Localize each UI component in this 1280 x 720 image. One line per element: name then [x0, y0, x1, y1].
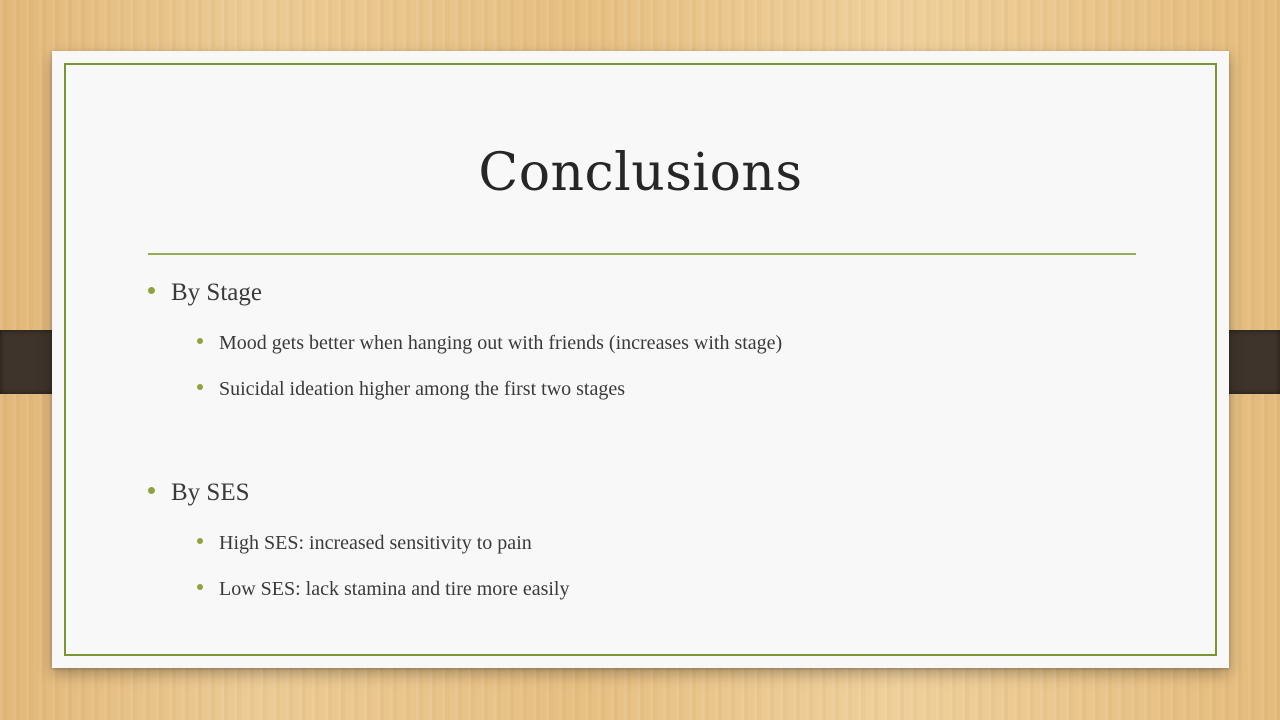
title-divider [148, 253, 1136, 255]
bullet-dot-icon [197, 384, 203, 390]
slide-paper [52, 51, 1229, 668]
bullet-text: By SES [171, 479, 250, 506]
slide-title: Conclusions [478, 143, 803, 203]
bullet-text: High SES: increased sensitivity to pain [219, 532, 532, 554]
bullet-by-ses [148, 479, 250, 507]
bullet-text: Mood gets better when hanging out with friends (increases with stage) [219, 332, 783, 354]
bullet-text: Suicidal ideation higher among the first two stages [219, 378, 626, 400]
sub-bullet-high-ses [197, 532, 532, 555]
bullet-dot-icon [197, 338, 203, 344]
bullet-text: By Stage [171, 279, 262, 306]
bullet-by-stage [148, 279, 262, 307]
bullet-dot-icon [148, 287, 155, 294]
sub-bullet-mood [197, 332, 782, 355]
bullet-dot-icon [197, 584, 203, 590]
sub-bullet-low-ses [197, 578, 569, 601]
bullet-text: Low SES: lack stamina and tire more easily [219, 578, 570, 600]
bullet-dot-icon [197, 538, 203, 544]
bullet-dot-icon [148, 487, 155, 494]
sub-bullet-suicidal-ideation [197, 378, 625, 401]
